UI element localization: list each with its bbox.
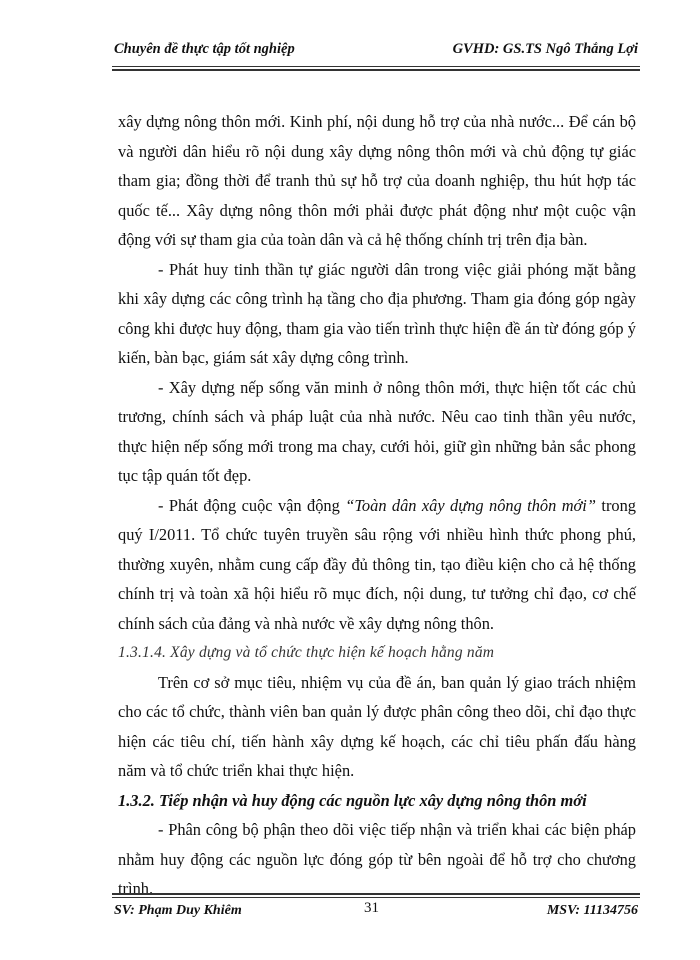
paragraph-bullet-1: - Phát huy tinh thần tự giác người dân trong việc giải phóng mặt bằng khi xây dựng các công trình hạ tầng cho địa phương. Tham gia đóng góp ngày công khi được huy động, tham gia vào tiến trình thực hiện đề án từ đóng góp ý kiến, bàn bạc, giám sát xây dựng công trình. [118, 259, 636, 367]
paragraph-continuation: xây dựng nông thôn mới. Kinh phí, nội dung hỗ trợ của nhà nước... Để cán bộ và người dân hiểu rõ nội dung xây dựng nông thôn mới và chủ động tự giác tham gia; đồng thời để tranh thủ sự hỗ trợ của doanh nghiệp, thu hút hợp tác quốc tế... Xây dựng nông thôn mới phải được phát động như một cuộc vận động với sự tham gia của toàn dân và cả hệ thống chính trị trên địa bàn. [118, 112, 636, 249]
document-body [118, 107, 636, 904]
paragraph-bullet-2: - Xây dựng nếp sống văn minh ở nông thôn mới, thực hiện tốt các chủ trương, chính sách và pháp luật của nhà nước. Nêu cao tinh thần yêu nước, thực hiện nếp sống mới trong ma chay, cưới hỏi, giữ gìn những bản sắc phong tục tập quán tốt đẹp. [118, 377, 636, 485]
footer-rule [112, 893, 640, 898]
footer-student-id: MSV: 11134756 [546, 903, 638, 918]
section-heading-1-3-1-4: 1.3.1.4. Xây dựng và tổ chức thực hiện kế hoạch hằng năm [118, 644, 495, 661]
section-heading-1-3-2: 1.3.2. Tiếp nhận và huy động các nguồn lực xây dựng nông thôn mới [118, 790, 587, 810]
paragraph-bullet-3-end: trong quý I/2011. Tổ chức tuyên truyền sâu rộng với nhiều hình thức phong phú, thường xuyên, nhằm cung cấp đầy đủ thông tin, tạo điều kiện cho cả hệ thống chính trị và toàn xã hội hiểu rõ mục đích, nội dung, tư tưởng chỉ đạo, cơ chế chính sách của đảng và nhà nước về xây dựng nông thôn. [118, 495, 636, 633]
paragraph-plan: Trên cơ sở mục tiêu, nhiệm vụ của đề án, ban quản lý giao trách nhiệm cho các tổ chức, thành viên ban quản lý được phân công theo dõi, chỉ đạo thực hiện các tiêu chí, tiến hành xây dựng kế hoạch, các chỉ tiêu phấn đấu hàng năm và tổ chức triển khai thực hiện. [118, 672, 636, 780]
page-footer [112, 899, 640, 923]
page-header [112, 37, 640, 63]
paragraph-bullet-3 [118, 491, 636, 639]
header-supervisor: GVHD: GS.TS Ngô Thắng Lợi [452, 41, 638, 57]
header-rule [112, 66, 640, 71]
header-course-title: Chuyên đề thực tập tốt nghiệp [114, 41, 295, 57]
page-number: 31 [364, 900, 379, 916]
footer-student: SV: Phạm Duy Khiêm [114, 903, 242, 918]
campaign-quote: “Toàn dân xây dựng nông thôn mới” [345, 495, 596, 515]
paragraph-bullet-4: - Phân công bộ phận theo dõi việc tiếp nhận và triển khai các biện pháp nhằm huy động các nguồn lực đóng góp từ bên ngoài để hỗ trợ cho chương trình. [118, 820, 636, 898]
paragraph-bullet-3-start: - Phát động cuộc vận động [158, 495, 346, 515]
